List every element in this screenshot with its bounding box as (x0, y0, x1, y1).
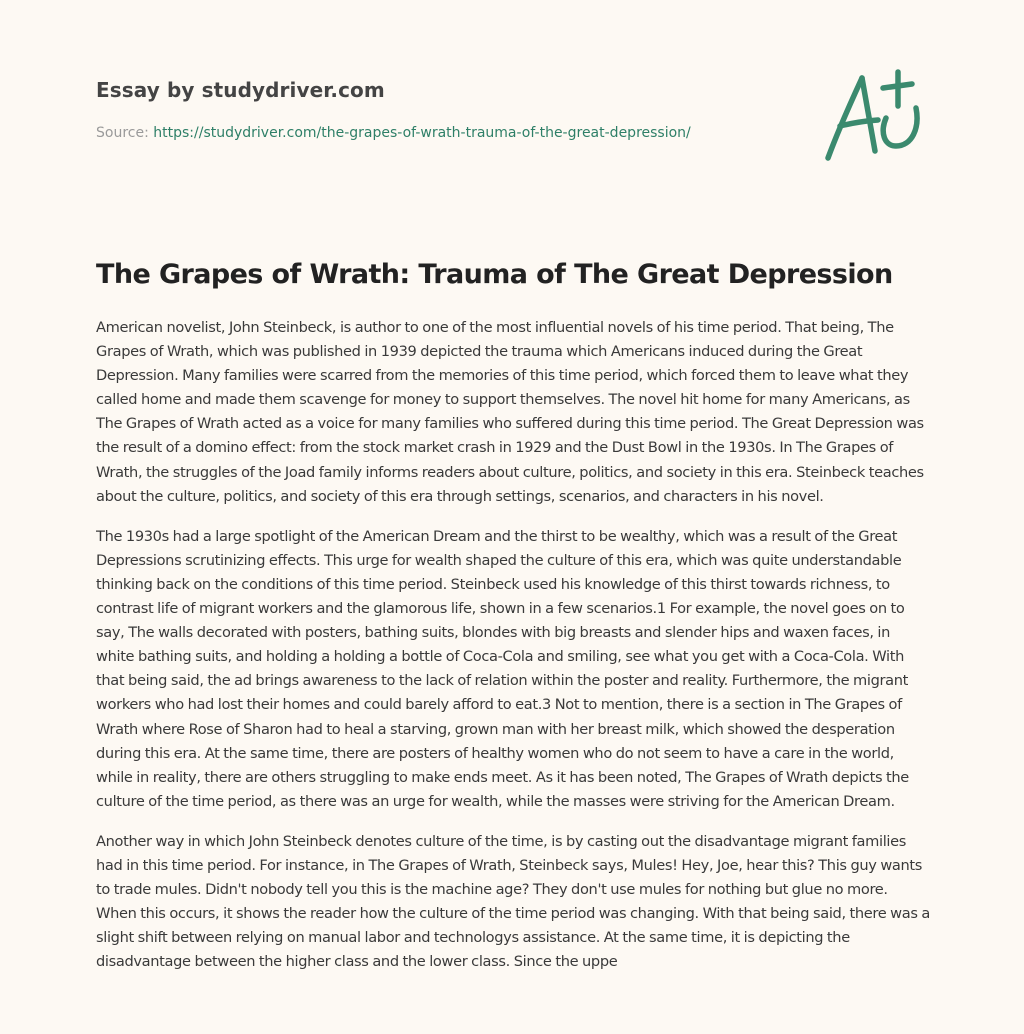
essay-header (96, 76, 796, 143)
essay-content (96, 316, 930, 1016)
source-link[interactable]: https://studydriver.com/the-grapes-of-wrath-trauma-of-the-great-depression/ (153, 125, 691, 141)
site-title: Essay by studydriver.com (96, 78, 385, 102)
source-label: Source: (96, 125, 154, 141)
essay-paragraph: Another way in which John Steinbeck denotes culture of the time, is by casting out the disadvantage migrant families had in this time period. For instance, in The Grapes of Wrath, Steinbeck says, Mules! Hey, Joe, hear this? This guy wants to trade mules. Didn't nobody tell you this is the machine age? They don't use mules for nothing but glue no more. When this occurs, it shows the reader how the culture of the time period was changing. With that being said, there was a slight shift between relying on manual labor and technologys assistance. At the same time, it is depicting the disadvantage between the higher class and the lower class. Since the uppe (96, 832, 930, 971)
essay-paragraph: The 1930s had a large spotlight of the American Dream and the thirst to be wealthy, which was a result of the Great Depressions scrutinizing effects. This urge for wealth shaped the culture of this era, which was quite understandable thinking back on the conditions of this time period. Steinbeck used his knowledge of this thirst towards richness, to contrast life of migrant workers and the glamorous life, shown in a few scenarios.1 For example, the novel goes on to say, The walls decorated with posters, bathing suits, blondes with big breasts and slender hips and waxen faces, in white bathing suits, and holding a holding a bottle of Coca-Cola and smiling, see what you get with a Coca-Cola. With that being said, the ad brings awareness to the lack of relation within the poster and reality. Furthermore, the migrant workers who had lost their homes and could barely afford to eat.3 Not to mention, there is a section in The Grapes of Wrath where Rose of Sharon had to heal a starving, grown man with her breast milk, which showed the desperation during this era. At the same time, there are posters of healthy women who do not seem to have a care in the world, while in reality, there are others struggling to make ends meet. As it has been noted, The Grapes of Wrath depicts the culture of the time period, as there was an urge for wealth, while the masses were striving for the American Dream. (96, 527, 909, 810)
essay-title: The Grapes of Wrath: Trauma of The Great Depression (96, 259, 893, 290)
a-plus-logo-svg (820, 66, 930, 166)
essay-paragraph: American novelist, John Steinbeck, is author to one of the most influential novels of his time period. That being, The Grapes of Wrath, which was published in 1939 depicted the trauma which Americans induced during the Great Depression. Many families were scarred from the memories of this time period, which forced them to leave what they called home and made them scavenge for money to support themselves. The novel hit home for many Americans, as The Grapes of Wrath acted as a voice for many families who suffered during this time period. The Great Depression was the result of a domino effect: from the stock market crash in 1929 and the Dust Bowl in the 1930s. In The Grapes of Wrath, the struggles of the Joad family informs readers about culture, politics, and society in this era. Steinbeck teaches about the culture, politics, and society of this era through settings, scenarios, and characters in his novel. (96, 319, 924, 505)
a-plus-grade-logo-icon (820, 66, 930, 166)
source-line (96, 123, 796, 143)
